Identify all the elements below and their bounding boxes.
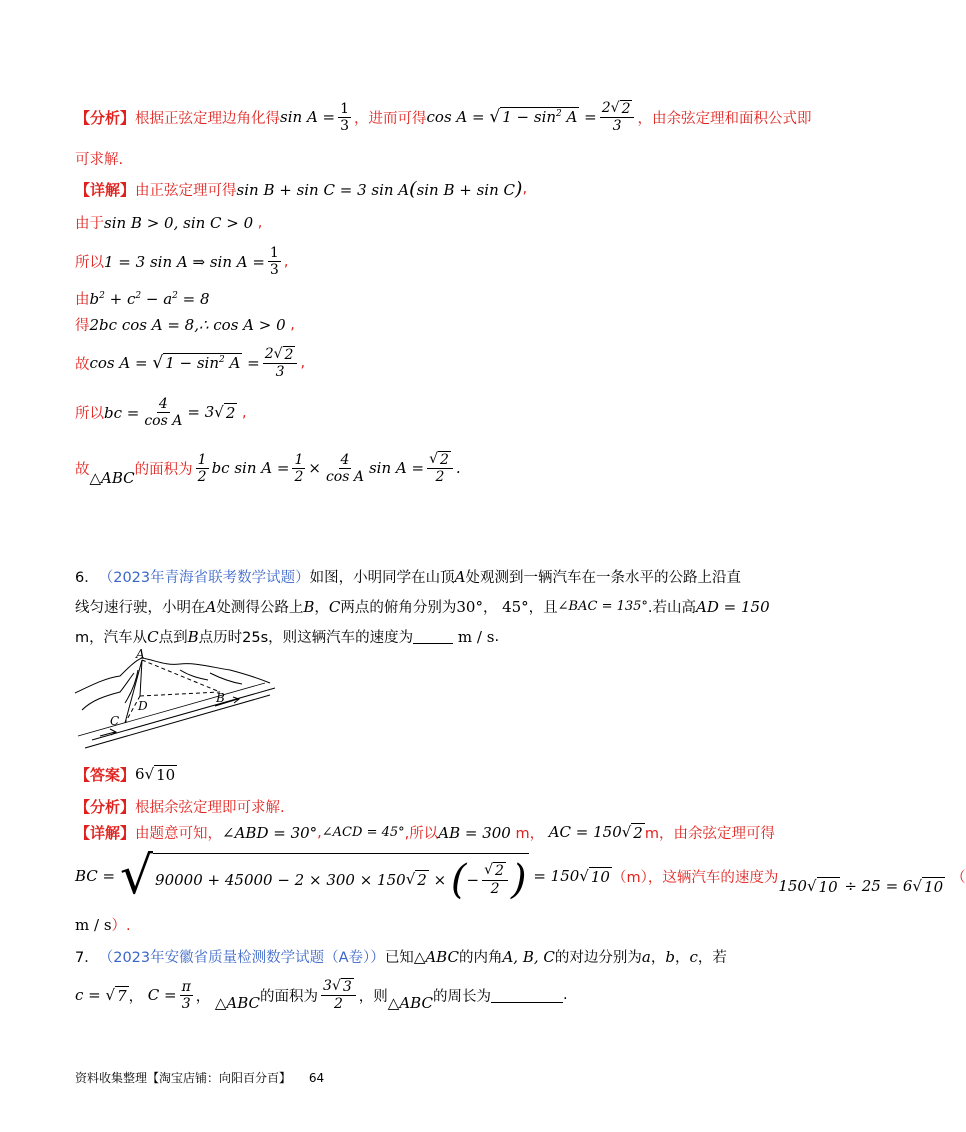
q5-analysis-line2: 可求解.: [75, 152, 124, 168]
math-sinA: sin A =: [280, 108, 336, 127]
label-A: A: [136, 647, 145, 661]
q5-step5: 故 cos A = √ $1 - \sin^2 A$ = 2 √ 2 3 ,: [75, 346, 306, 381]
q7-stem-line1: 7． （2023年安徽省质量检测数学试题（A卷）） 已知 △ABC 的内角 A, B, C 的对边分别为 a ， b ， c ，若: [75, 947, 727, 966]
q5-step4: 得 2bc cos A = 8,∴ cos A > 0 ,: [75, 315, 295, 334]
page-number: 64: [308, 1071, 325, 1085]
q6-stem-line1: 6． （2023年青海省联考数学试题） 如图，小明同学在山顶 A 处观测到一辆汽车在一条水平的公路上沿直: [75, 567, 741, 586]
analysis-tag: 【分析】: [75, 108, 136, 127]
q6-detail-line3: m / s ）.: [75, 915, 131, 934]
answer-blank: [413, 629, 453, 644]
q6-stem-line3: m，汽车从 C 点到 B 点历时25s，则这辆汽车的速度为 m / s .: [75, 627, 500, 646]
q5-step1: 由于 sin B > 0, sin C > 0 ,: [75, 213, 263, 232]
page-footer: [75, 1069, 324, 1086]
q5-analysis-line1: 【分析】 根据正弦定理边角化得 sin A = $\frac{1}{3}$ ，进而可得 cos A = √ $1 - \sin^2 A$ = 2 √ 2 3 ，由余弦定理和面积公式即: [75, 100, 812, 135]
footer-text: 资料收集整理【淘宝店铺：向阳百分百】: [75, 1071, 292, 1085]
q6-answer: 【答案】 6 √ 10: [75, 765, 176, 784]
q5-detail-line1: 【详解】 由正弦定理可得 sin B + sin C = 3 sin A(sin B + sin C) ,: [75, 178, 528, 200]
q7-stem-line2: c = √ 7 ， C = $\frac{\pi}{3}$ ， △ABC 的面积为 3 √ 3 2 ，则 △ABC 的周长为 .: [75, 978, 568, 1013]
detail-tag: 【详解】: [75, 180, 136, 199]
q5-step7: 故 △ABC 的面积为 $\frac{1}{2}$ bc sin A = $\frac{1}{2}$ × $\frac{4}{\text{cos A}}$ sin A = √ 2 2 .: [75, 451, 461, 488]
q6-detail-line2: BC = √ 90000 + 45000 − 2 × 300 × 150 √ 2 × ( − √ 2 2 ) = 150 √ 10 （m），这辆汽车的速度为 150 √ 10 ÷ 25 = 6 √ 10 （: [75, 846, 966, 906]
q5-step2: 所以 1 = 3 sin A ⇒ sin A = $\frac{1}{3}$ ,: [75, 245, 289, 279]
answer-blank: [491, 988, 563, 1003]
q6-detail-line1: 【详解】 由题意可知， ∠ABD = 30° , ∠ACD = 45° ,所以 AB = 300 m， AC = 150 √ 2 m，由余弦定理可得: [75, 823, 775, 842]
q6-analysis: 【分析】 根据余弦定理即可求解.: [75, 798, 285, 816]
q6-stem-line2: 线匀速行驶，小明在 A 处测得公路上 B ， C 两点的俯角分别为 30° ， 45° ，且 ∠BAC = 135° .若山高 AD = 150: [75, 597, 770, 616]
mountain-road-figure: [70, 648, 280, 748]
q5-step3: 由 $b^2 + c^2 - a^2 = 8$: [75, 289, 210, 308]
label-C: C: [110, 714, 120, 728]
question-number: 6．: [75, 570, 99, 586]
label-B: B: [216, 691, 225, 705]
q5-step6: 所以 bc = $\frac{4}{\text{cos A}}$ = 3 √ 2 ,: [75, 396, 247, 430]
label-D: D: [138, 699, 148, 713]
question-source: （2023年青海省联考数学试题）: [98, 570, 310, 586]
